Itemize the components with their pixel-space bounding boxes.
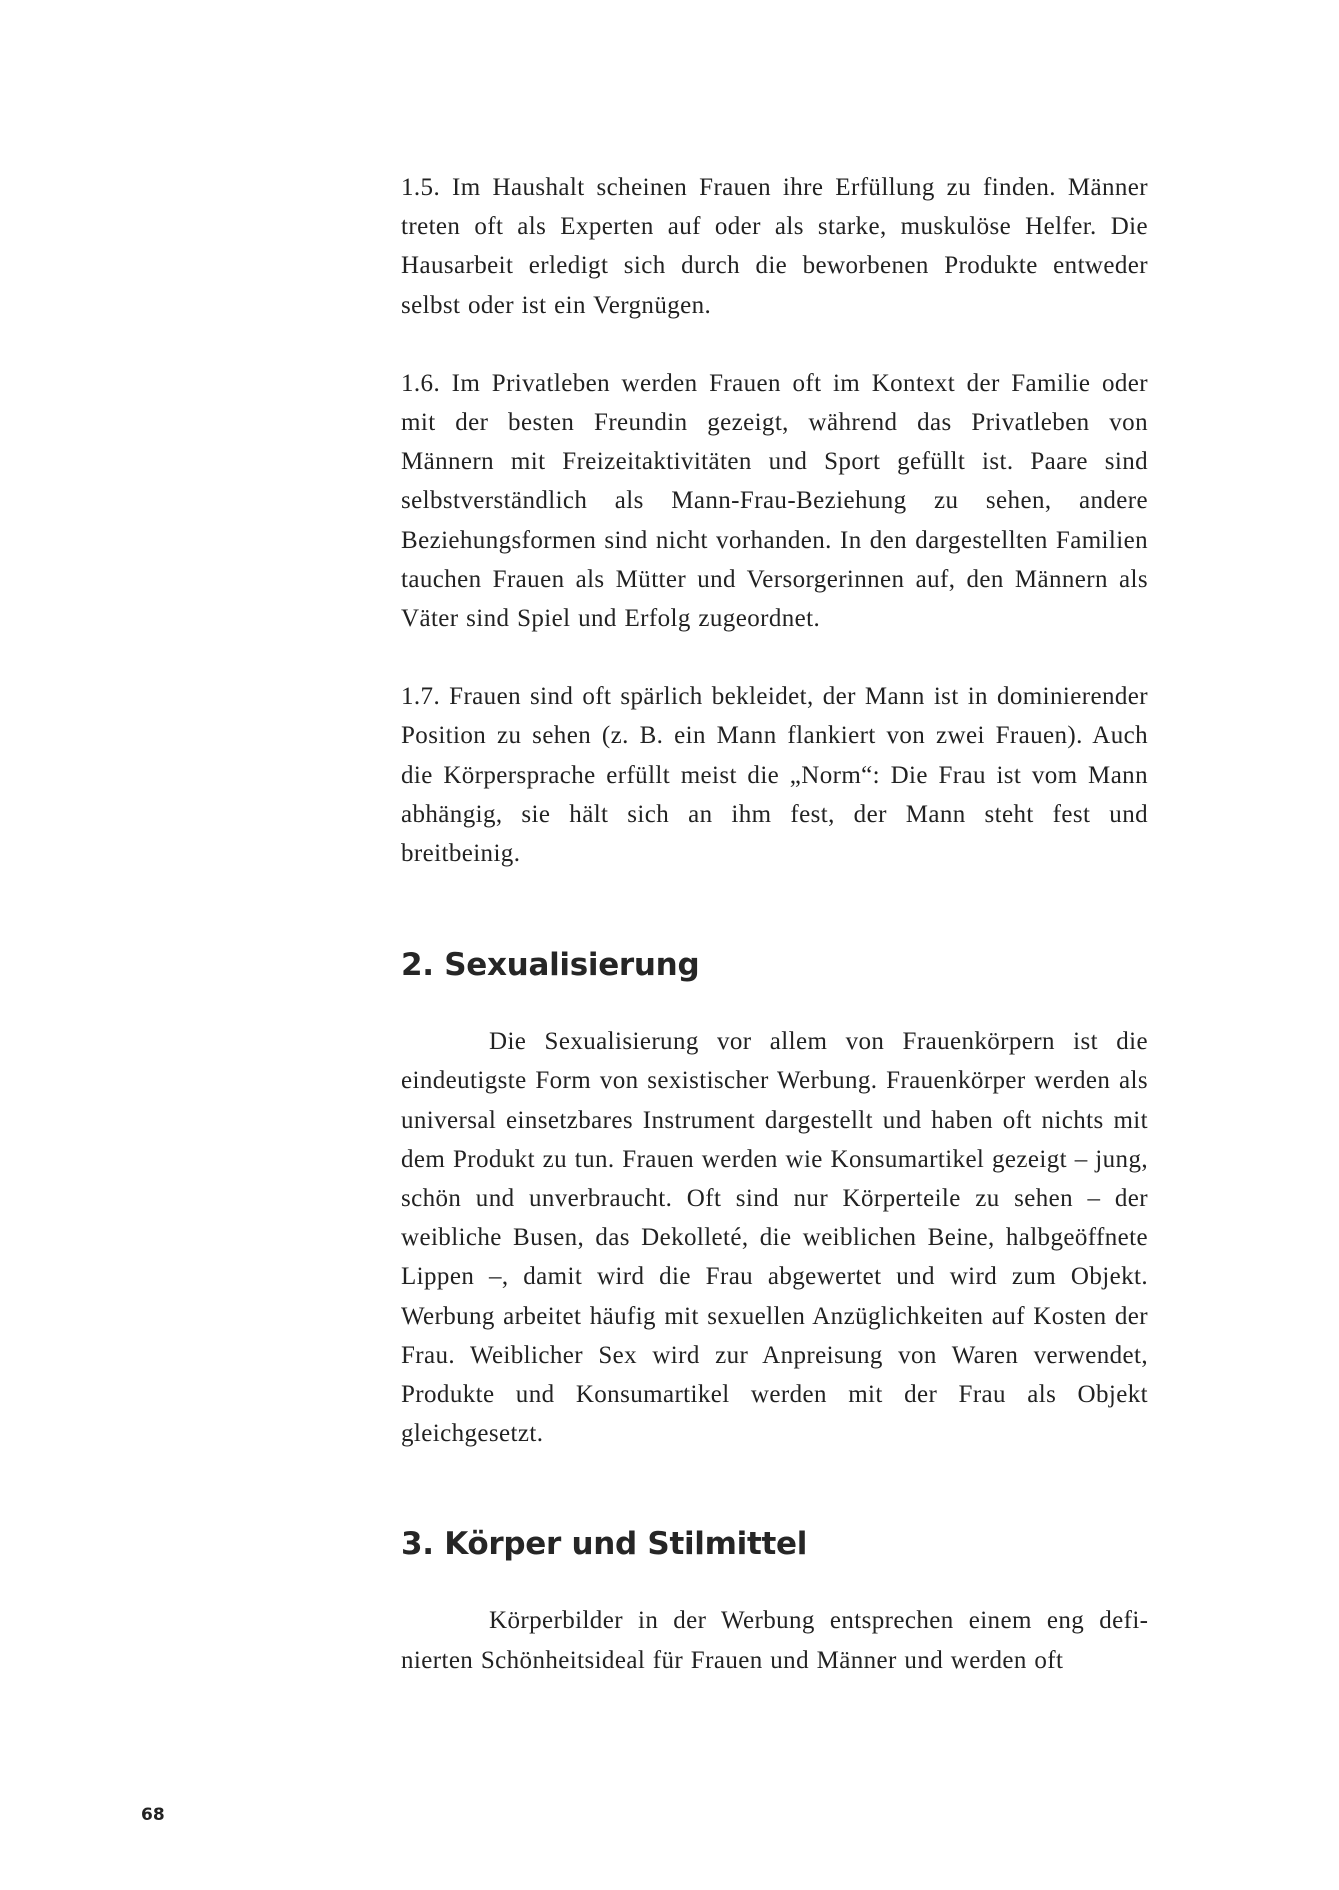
paragraph-sexualisierung: Die Sexualisierung vor allem von Frauenkörpern ist die eindeutigste Form von sexistischer Werbung. Frauenkörper werden als universal einsetzbares Instrument dargestellt und haben oft nichts mit dem Produkt zu tun. Frauen werden wie Konsumartikel gezeigt – jung, schön und unverbraucht. Oft sind nur Körperteile zu sehen – der weibliche Busen, das Dekolleté, die weiblichen Beine, halbgeöffnete Lippen –, damit wird die Frau abgewertet und wird zum Objekt. Werbung arbeitet häufig mit sexuellen Anzüglichkeiten auf Kosten der Frau. Weiblicher Sex wird zur Anpreisung von Waren verwendet, Produkte und Konsumartikel werden mit der Frau als Objekt gleichgesetzt.	[401, 1028, 1148, 1448]
section-heading-sexualisierung: 2. Sexualisierung	[401, 947, 700, 984]
paragraph-1-5: 1.5. Im Haushalt scheinen Frauen ihre Erfüllung zu finden. Männer treten oft als Experten auf oder als starke, muskulöse Helfer. Die Hausarbeit erledigt sich durch die beworbenen Produkte entweder selbst oder ist ein Vergnügen.	[401, 174, 1148, 319]
paragraph-1-7: 1.7. Frauen sind oft spärlich bekleidet, der Mann ist in dominierender Position zu sehen (z. B. ein Mann flankiert von zwei Frauen). Auch die Körpersprache erfüllt meist die „Norm“: Die Frau ist vom Mann abhängig, sie hält sich an ihm fest, der Mann steht fest und breitbeinig.	[401, 683, 1148, 868]
section-heading-koerper-und-stilmittel: 3. Körper und Stilmittel	[401, 1526, 808, 1563]
paragraph-1-6: 1.6. Im Privatleben werden Frauen oft im Kontext der Familie oder mit der besten Freundin gezeigt, während das Privatleben von Männern mit Freizeitaktivitäten und Sport gefüllt ist. Paare sind selbstverständlich als Mann-Frau-Beziehung zu sehen, andere Beziehungsformen sind nicht vorhanden. In den dargestellten Familien tauchen Frauen als Mütter und Versorgerinnen auf, den Männern als Väter sind Spiel und Erfolg zugeordnet.	[401, 369, 1148, 633]
paragraph-koerper-und-stilmittel: Körperbilder in der Werbung entsprechen einem eng definierten Schönheitsideal für Frauen und Männer und werden oft	[401, 1607, 1148, 1674]
page-number: 68	[141, 1805, 165, 1825]
text-column	[401, 168, 1148, 1680]
